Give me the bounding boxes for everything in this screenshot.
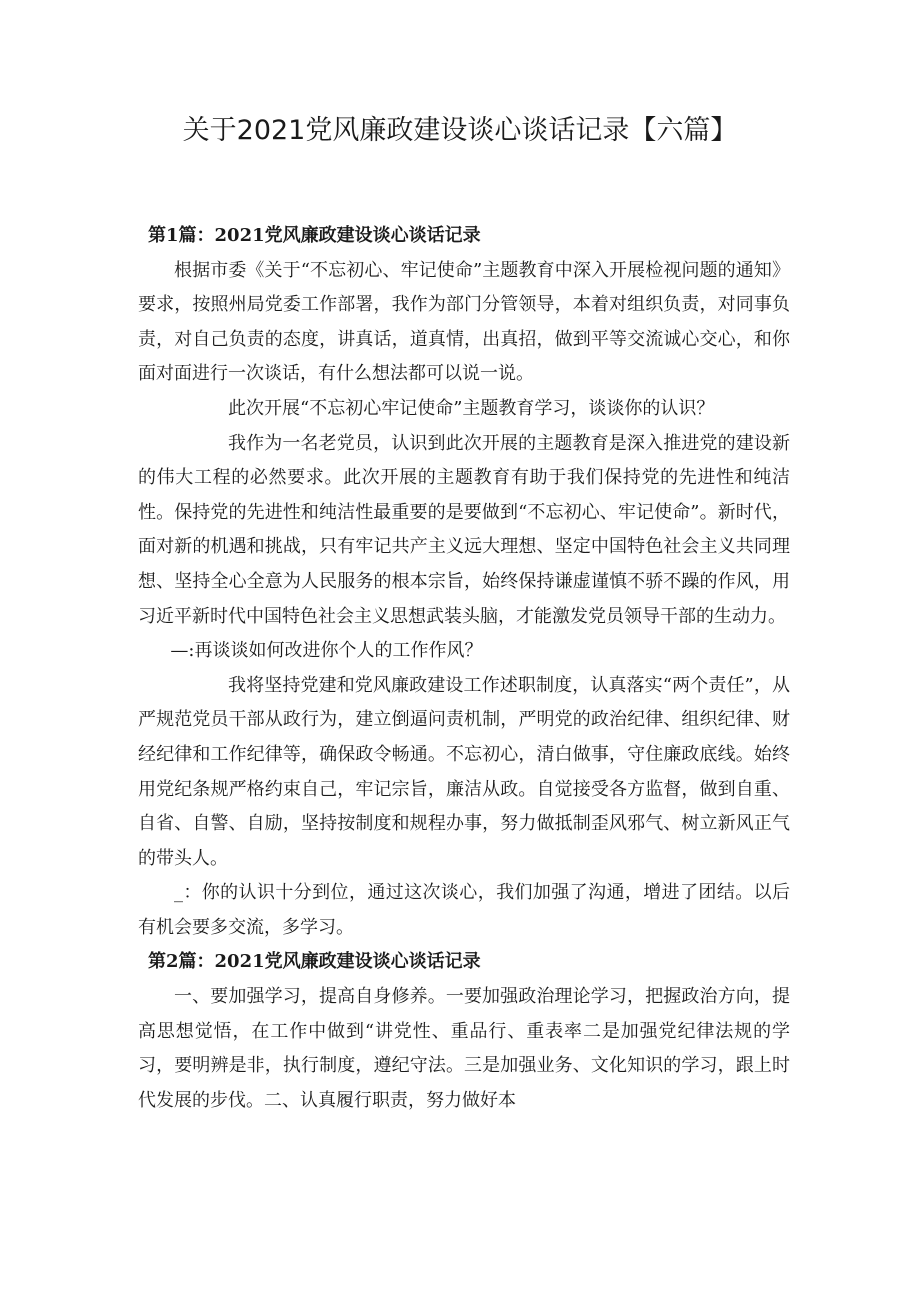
section-heading-2: 第2篇：2021党风廉政建设谈心谈话记录 xyxy=(148,951,481,973)
answer-paragraph: 我将坚持党建和党风廉政建设工作述职制度，认真落实“两个责任”，从严规范党员干部从政行为，建立倒逼问责机制，严明党的政治纪律、组织纪律、财经纪律和工作纪律等，确保政令畅通。不忘初心，清白做事，守住廉政底线。始终用党纪条规严格约束自己，牢记宗旨，廉洁从政。自觉接受各方监督，做到自重、自省、自警、自励，坚持按制度和规程办事，努力做抵制歪风邪气、树立新风正气的带头人。 xyxy=(138,674,790,869)
question-paragraph: —:再谈谈如何改进你个人的工作作风？ xyxy=(170,640,483,662)
paragraph: 一、要加强学习，提高自身修养。一要加强政治理论学习，把握政治方向，提高思想觉悟，在工作中做到“讲党性、重品行、重表率二是加强党纪律法规的学习，要明辨是非，执行制度，遵纪守法。三是加强业务、文化知识的学习，跟上时代发展的步伐。二、认真履行职责，努力做好本 xyxy=(138,986,790,1111)
closing-paragraph: _：你的认识十分到位，通过这次谈心，我们加强了沟通，增进了团结。以后有机会要多交流，多学习。 xyxy=(138,882,790,938)
answer-paragraph: 我作为一名老党员，认识到此次开展的主题教育是深入推进党的建设新的伟大工程的必然要求。此次开展的主题教育有助于我们保持党的先进性和纯洁性。保持党的先进性和纯洁性最重要的是要做到“不忘初心、牢记使命”。新时代，面对新的机遇和挑战，只有牢记共产主义远大理想、坚定中国特色社会主义共同理想、坚持全心全意为人民服务的根本宗旨，始终保持谦虚谨慎不骄不躁的作风，用习近平新时代中国特色社会主义思想武装头脑，才能激发党员领导干部的生动力。 xyxy=(138,432,790,627)
document-title: 关于2021党风廉政建设谈心谈话记录【六篇】 xyxy=(182,115,738,146)
question-paragraph: 此次开展“不忘初心牢记使命”主题教育学习，谈谈你的认识？ xyxy=(228,397,715,419)
section-heading-1: 第1篇：2021党风廉政建设谈心谈话记录 xyxy=(148,225,481,246)
paragraph: 根据市委《关于“不忘初心、牢记使命”主题教育中深入开展检视问题的通知》要求，按照州局党委工作部署，我作为部门分管领导，本着对组织负责，对同事负责，对自己负责的态度，讲真话，道真情，出真招，做到平等交流诚心交心，和你面对面进行一次谈话，有什么想法都可以说一说。 xyxy=(138,259,790,385)
document-body xyxy=(138,219,790,1118)
